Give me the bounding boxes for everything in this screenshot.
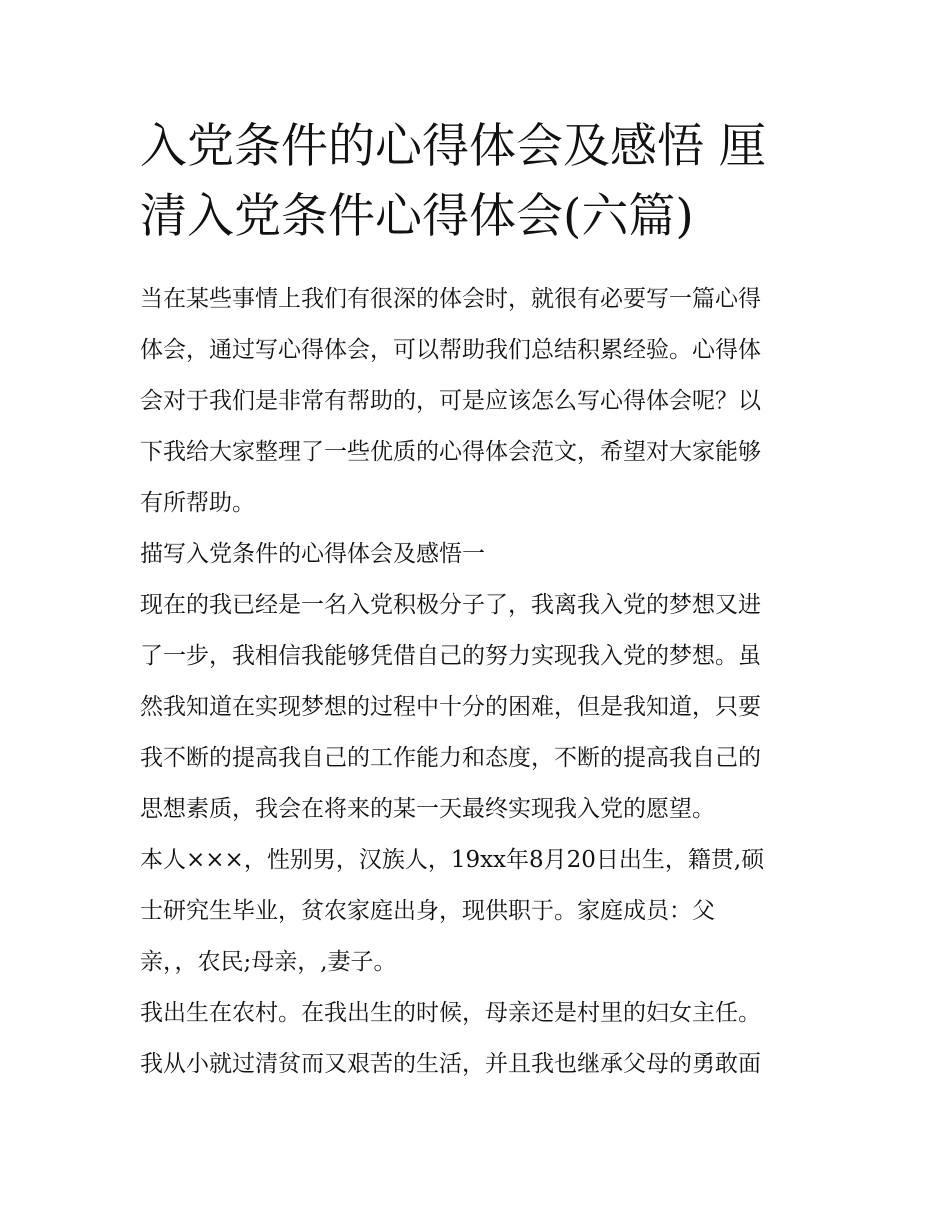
text-line: 我出生在农村。在我出生的时候，母亲还是村里的妇女主任。 xyxy=(140,1000,761,1026)
body-paragraph-3 xyxy=(140,988,812,1090)
text-line: 思想素质，我会在将来的某一天最终实现我入党的愿望。 xyxy=(140,796,715,822)
section-heading xyxy=(140,529,812,580)
text-line: 有所帮助。 xyxy=(140,490,255,516)
text-line: 当在某些事情上我们有很深的体会时，就很有必要写一篇心得 xyxy=(140,286,761,312)
text-line: 现在的我已经是一名入党积极分子了，我离我入党的梦想又进 xyxy=(140,592,761,618)
document-body xyxy=(140,274,812,1090)
title-line-2: 清入党条件心得体会(六篇) xyxy=(140,189,694,244)
text-line: 下我给大家整理了一些优质的心得体会范文，希望对大家能够 xyxy=(140,439,761,465)
text-line: 描写入党条件的心得体会及感悟一 xyxy=(140,541,485,567)
text-line: 会对于我们是非常有帮助的，可是应该怎么写心得体会呢？以 xyxy=(140,388,761,414)
title-line-1: 入党条件的心得体会及感悟 厘 xyxy=(140,119,766,174)
page-title xyxy=(140,112,812,252)
body-paragraph-2 xyxy=(140,835,812,988)
text-line: 了一步，我相信我能够凭借自己的努力实现我入党的梦想。虽 xyxy=(140,643,761,669)
text-line: 然我知道在实现梦想的过程中十分的困难，但是我知道，只要 xyxy=(140,694,761,720)
text-line: 我从小就过清贫而又艰苦的生活，并且我也继承父母的勇敢面 xyxy=(140,1051,761,1077)
intro-paragraph xyxy=(140,274,812,529)
text-line: 本人×××，性别男，汉族人，19xx年8月20日出生，籍贯,硕 xyxy=(140,847,765,873)
text-line: 体会，通过写心得体会，可以帮助我们总结积累经验。心得体 xyxy=(140,337,761,363)
text-line: 士研究生毕业，贫农家庭出身，现供职于。家庭成员：父 xyxy=(140,898,715,924)
text-line: 我不断的提高我自己的工作能力和态度，不断的提高我自己的 xyxy=(140,745,761,771)
text-line: 亲，，农民;母亲，,妻子。 xyxy=(140,949,397,975)
body-paragraph-1 xyxy=(140,580,812,835)
document-content xyxy=(140,112,812,1090)
